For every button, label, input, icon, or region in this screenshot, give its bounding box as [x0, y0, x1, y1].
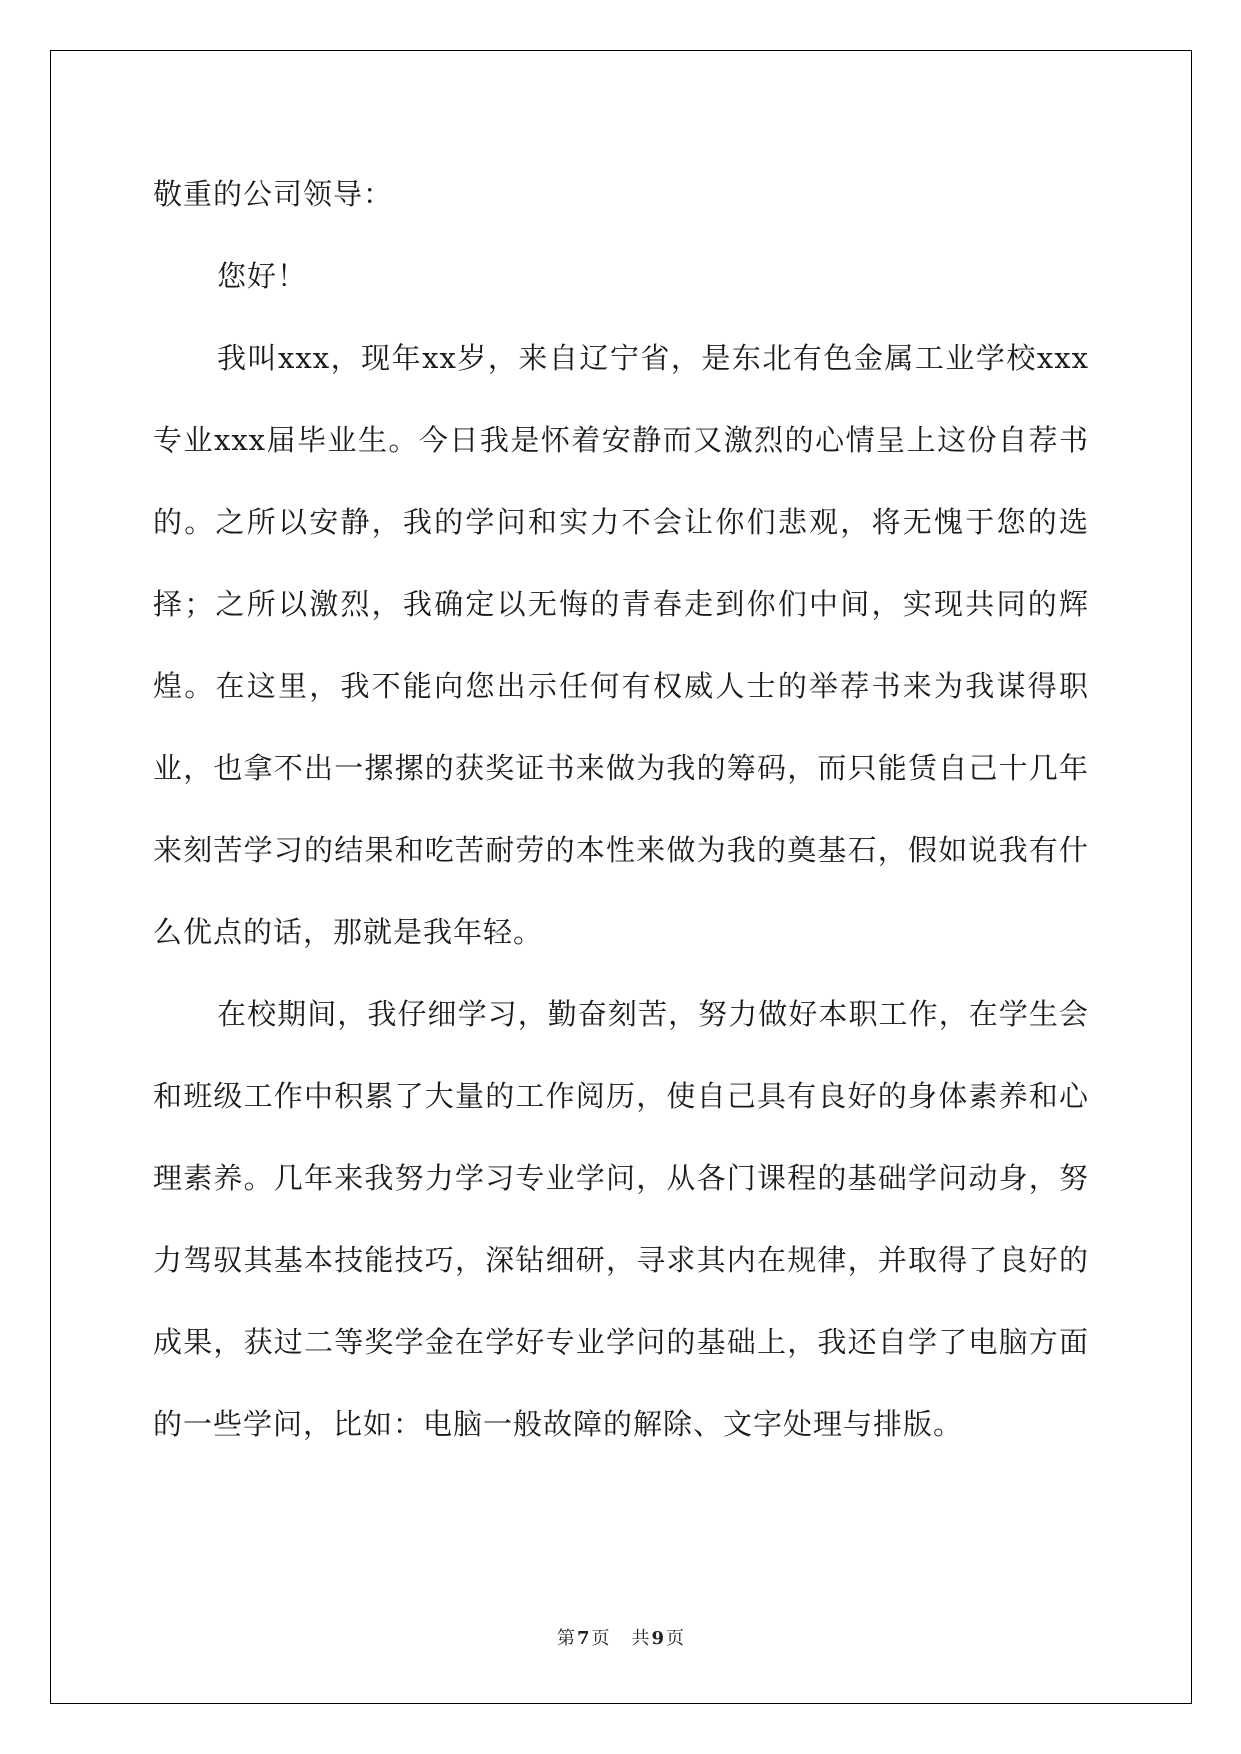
page-prefix: 第	[556, 1628, 575, 1649]
greeting: 您好！	[217, 259, 308, 293]
total-suffix: 页	[666, 1628, 685, 1649]
total-prefix: 共	[631, 1628, 650, 1649]
page-footer	[0, 1624, 1241, 1650]
page-suffix: 页	[591, 1628, 610, 1649]
paragraph-1: 我叫xxx，现年xx岁，来自辽宁省，是东北有色金属工业学校xxx专业xxx届毕业生。今日我是怀着安静而又激烈的心情呈上这份自荐书的。之所以安静，我的学问和实力不会让你们悲观，将无愧于您的选择；之所以激烈，我确定以无悔的青春走到你们中间，实现共同的辉煌。在这里，我不能向您出示任何有权威人士的举荐书来为我谋得职业，也拿不出一摞摞的获奖证书来做为我的筹码，而只能赁自己十几年来刻苦学习的结果和吃苦耐劳的本性来做为我的奠基石，假如说我有什么优点的话，那就是我年轻。	[153, 341, 1089, 949]
salutation: 敬重的公司领导：	[153, 177, 394, 211]
paragraph-2: 在校期间，我仔细学习，勤奋刻苦，努力做好本职工作，在学生会和班级工作中积累了大量的工作阅历，使自己具有良好的身体素养和心理素养。几年来我努力学习专业学问，从各门课程的基础学问动身，努力驾驭其基本技能技巧，深钻细研，寻求其内在规律，并取得了良好的成果，获过二等奖学金在学好专业学问的基础上，我还自学了电脑方面的一些学问，比如：电脑一般故障的解除、文字处理与排版。	[153, 997, 1089, 1441]
page-current: 7	[576, 1628, 590, 1649]
letter-body	[153, 153, 1089, 1465]
page-total: 9	[651, 1628, 665, 1649]
